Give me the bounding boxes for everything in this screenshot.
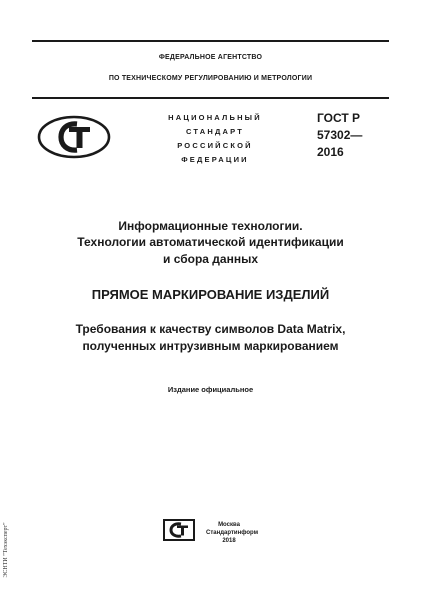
subtitle-line-1: Требования к качеству символов Data Matrix, bbox=[75, 322, 346, 336]
title-line-1: Информационные технологии. bbox=[118, 219, 303, 233]
agency-name-line-1: ФЕДЕРАЛЬНОЕ АГЕНТСТВО bbox=[158, 54, 263, 61]
gost-r-emblem-icon bbox=[37, 115, 111, 159]
standartinform-emblem-icon bbox=[163, 519, 195, 541]
agency-name-line-2: ПО ТЕХНИЧЕСКОМУ РЕГУЛИРОВАНИЮ И МЕТРОЛОГИИ bbox=[108, 75, 313, 82]
title-line-3: и сбора данных bbox=[162, 252, 258, 266]
publisher-city: Москва bbox=[218, 522, 240, 528]
top-rule bbox=[32, 40, 389, 42]
side-stamp bbox=[0, 500, 12, 600]
subtitle-line-2: полученных интрузивным маркированием bbox=[82, 339, 339, 353]
standard-line-4: ФЕДЕРАЦИИ bbox=[181, 155, 249, 164]
gost-code-line-1: ГОСТ Р bbox=[317, 111, 361, 125]
publisher-year: 2018 bbox=[222, 538, 236, 544]
side-stamp-text: ЭСНТИ "Техэксперт" bbox=[3, 522, 9, 578]
middle-rule bbox=[32, 97, 389, 99]
standard-line-3: РОССИЙСКОЙ bbox=[177, 141, 253, 150]
standard-line-1: НАЦИОНАЛЬНЫЙ bbox=[168, 113, 262, 122]
title-line-2: Технологии автоматической идентификации bbox=[77, 235, 344, 249]
publisher-name: Стандартинформ bbox=[206, 530, 259, 536]
gost-code-line-3: 2016 bbox=[317, 145, 344, 159]
document-heading: ПРЯМОЕ МАРКИРОВАНИЕ ИЗДЕЛИЙ bbox=[91, 287, 330, 302]
edition-note: Издание официальное bbox=[167, 385, 254, 394]
standard-line-2: СТАНДАРТ bbox=[185, 127, 244, 136]
gost-code-line-2: 57302— bbox=[317, 128, 363, 142]
